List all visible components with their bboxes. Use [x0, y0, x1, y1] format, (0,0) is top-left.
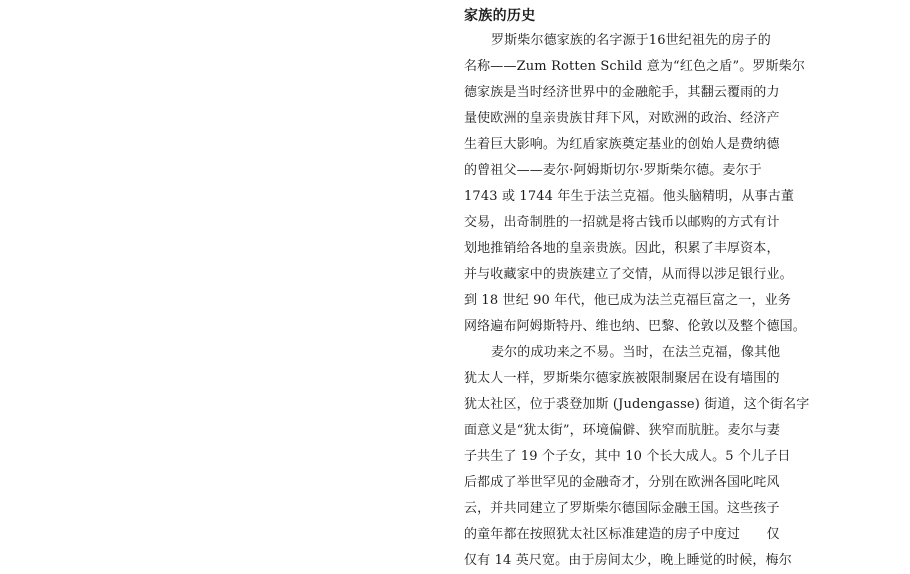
text-line: 名称——Zum Rotten Schild 意为“红色之盾”。罗斯柴尔	[464, 59, 805, 74]
text-line: 犹太社区，位于裘登加斯 (Judengasse) 街道，这个街名字	[464, 397, 810, 412]
text-line: 云，并共同建立了罗斯柴尔德国际金融王国。这些孩子	[464, 501, 780, 516]
text-line: 划地推销给各地的皇亲贵族。因此，积累了丰厚资本，	[464, 241, 780, 256]
text-line: 德家族是当时经济世界中的金融舵手，其翻云覆雨的力	[464, 85, 780, 100]
text-line: 到 18 世纪 90 年代，他已成为法兰克福巨富之一，业务	[464, 293, 791, 308]
text-line: 犹太人一样，罗斯柴尔德家族被限制聚居在设有墙围的	[464, 371, 780, 386]
paragraph-1	[464, 28, 810, 340]
paragraph-2	[464, 340, 810, 574]
section-title: 家族的历史	[464, 8, 536, 24]
text-line: 后都成了举世罕见的金融奇才，分别在欧洲各国叱咤风	[464, 475, 780, 490]
text-line: 量使欧洲的皇亲贵族甘拜下风，对欧洲的政治、经济产	[464, 111, 780, 126]
text-line: 生着巨大影响。为红盾家族奠定基业的创始人是费纳德	[464, 137, 780, 152]
text-line: 子共生了 19 个子女，其中 10 个长大成人。5 个儿子日	[464, 449, 791, 464]
text-line: 罗斯柴尔德家族的名字源于16世纪祖先的房子的	[491, 33, 771, 48]
text-line: 的童年都在按照犹太社区标准建造的房子中度过 仅	[464, 527, 780, 542]
text-line: 麦尔的成功来之不易。当时，在法兰克福，像其他	[491, 345, 781, 360]
text-line: 交易，出奇制胜的一招就是将古钱币以邮购的方式有计	[464, 215, 780, 230]
text-line: 并与收藏家中的贵族建立了交情，从而得以涉足银行业。	[464, 267, 793, 282]
text-line: 1743 或 1744 年生于法兰克福。他头脑精明，从事古董	[464, 189, 795, 204]
text-line: 网络遍布阿姆斯特丹、维也纳、巴黎、伦敦以及整个德国。	[464, 319, 806, 334]
text-line: 仅有 14 英尺宽。由于房间太少，晚上睡觉的时候，梅尔	[464, 553, 792, 568]
book-page	[464, 4, 810, 574]
text-line: 的曾祖父——麦尔·阿姆斯切尔·罗斯柴尔德。麦尔于	[464, 163, 762, 178]
text-line: 面意义是“犹太街”，环境偏僻、狭窄而肮脏。麦尔与妻	[464, 423, 781, 438]
